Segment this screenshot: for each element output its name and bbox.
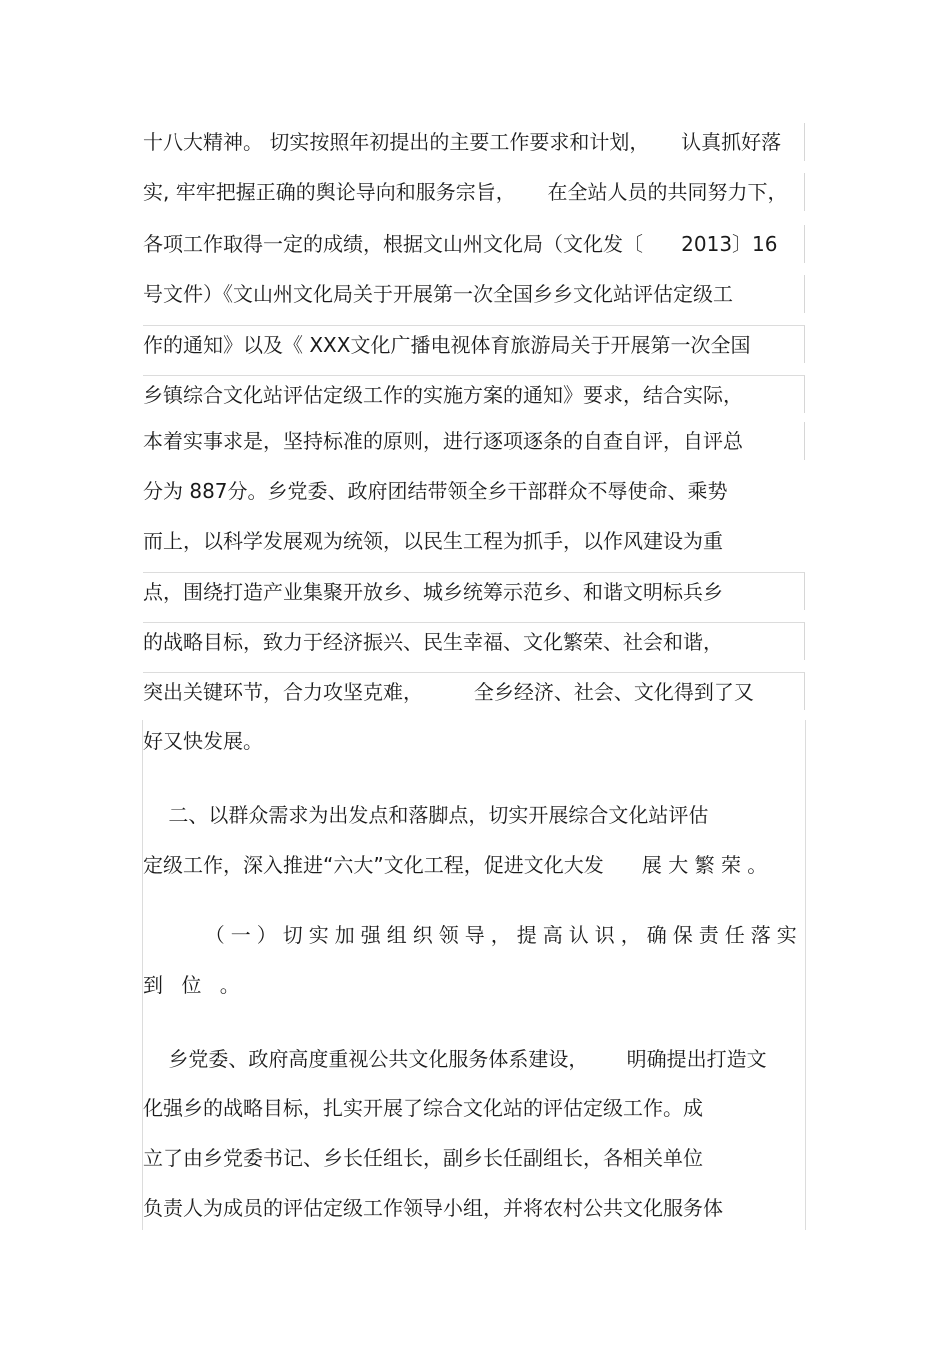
text-line: 化强乡的战略目标，扎实开展了综合文化站的评估定级工作。成 [143, 1096, 703, 1120]
text-line: 实, 牢牢把握正确的舆论导向和服务宗旨， 在全站人员的共同努力下， [143, 173, 805, 211]
subsection-heading: 到 位 。 [143, 973, 246, 997]
text-line: 好又快发展。 [143, 729, 263, 753]
section-heading: 定级工作，深入推进“六大”文化工程，促进文化大发 展 大 繁 荣 。 [143, 853, 768, 877]
text-line: 突出关键环节，合力攻坚克难， 全乡经济、社会、文化得到了又 [143, 672, 805, 710]
text-line: 点，围绕打造产业集聚开放乡、城乡统筹示范乡、和谐文明标兵乡 [143, 572, 805, 610]
subsection-heading: （一）切实加强组织领导，提高认识，确保责任落实 [143, 923, 803, 947]
text-line: 分为 887分。乡党委、政府团结带领全乡干部群众不辱使命、乘势 [143, 479, 728, 503]
text-line: 乡党委、政府高度重视公共文化服务体系建设， 明确提出打造文 [143, 1047, 767, 1071]
text-line: 负责人为成员的评估定级工作领导小组，并将农村公共文化服务体 [143, 1196, 723, 1220]
text-line: 乡镇综合文化站评估定级工作的实施方案的通知》要求，结合实际， [143, 375, 805, 413]
text-line: 的战略目标，致力于经济振兴、民生幸福、文化繁荣、社会和谐， [143, 622, 805, 660]
text-line: 各项工作取得一定的成绩，根据文山州文化局（文化发〔 2013〕16 [143, 225, 805, 263]
text-line: 而上，以科学发展观为统领，以民生工程为抓手，以作风建设为重 [143, 529, 723, 553]
section-heading: 二、以群众需求为出发点和落脚点，切实开展综合文化站评估 [143, 803, 709, 827]
text-line: 立了由乡党委书记、乡长任组长，副乡长任副组长，各相关单位 [143, 1146, 703, 1170]
text-line: 号文件）《文山州文化局关于开展第一次全国乡乡文化站评估定级工 [143, 275, 805, 313]
text-line: 作的通知》以及《 XXX文化广播电视体育旅游局关于开展第一次全国 [143, 325, 805, 363]
right-margin-rule [805, 720, 806, 1230]
left-margin-rule [142, 720, 143, 1230]
text-line: 本着实事求是，坚持标准的原则，进行逐项逐条的自查自评，自评总 [143, 422, 805, 460]
text-line: 十八大精神。 切实按照年初提出的主要工作要求和计划， 认真抓好落 [143, 123, 805, 161]
